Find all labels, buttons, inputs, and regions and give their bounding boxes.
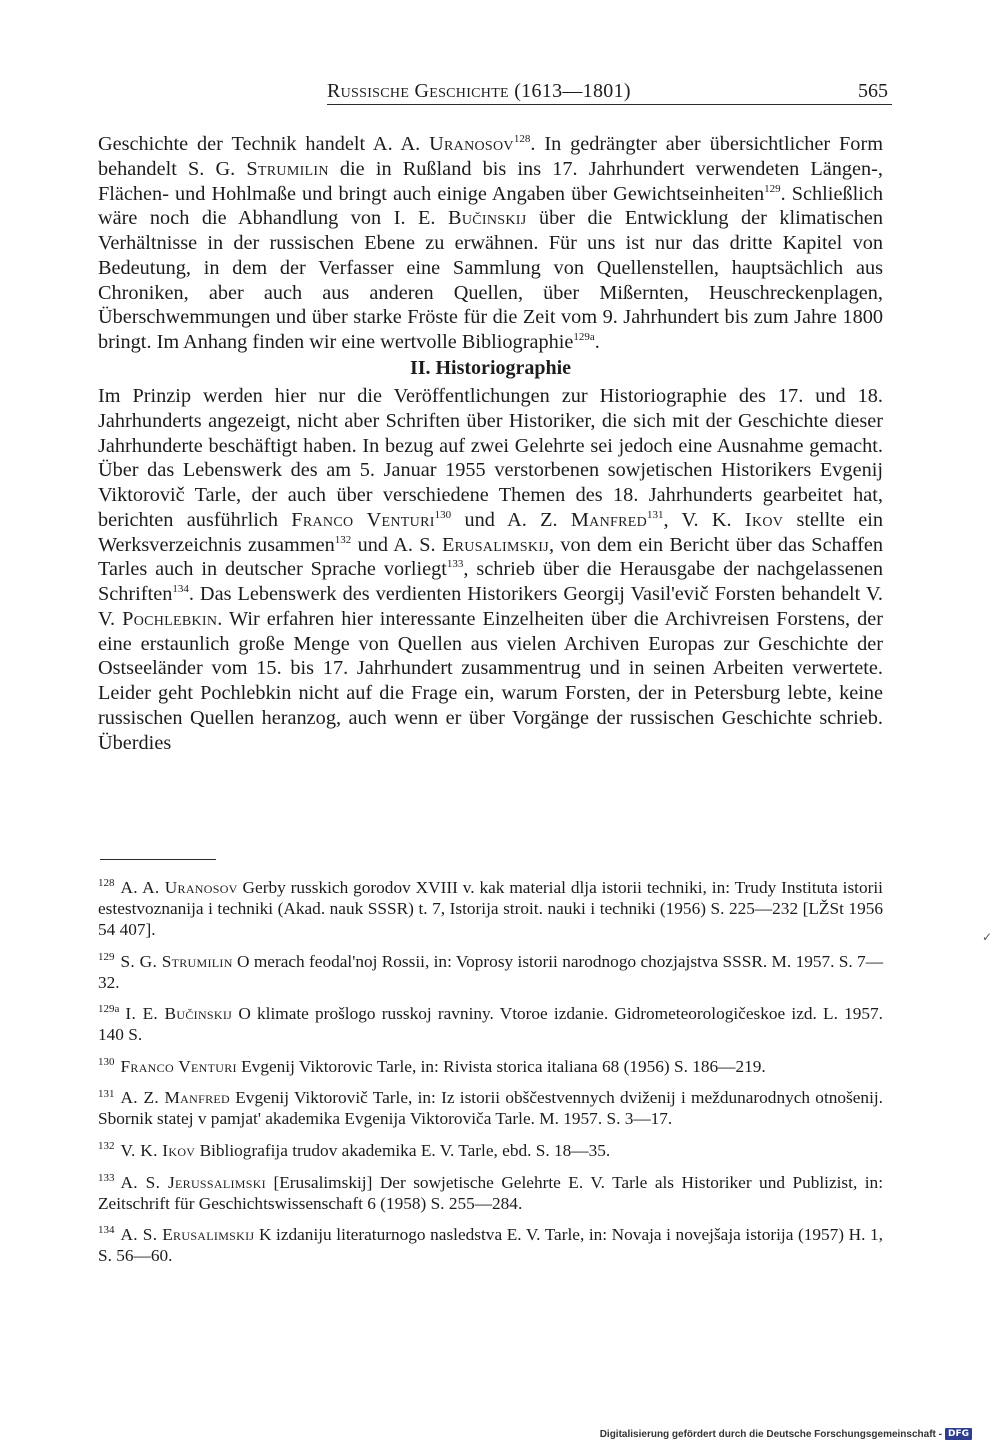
- author-name: Ikov: [744, 508, 784, 531]
- author-name: Erusalimskij: [441, 533, 549, 556]
- footnotes: [98, 877, 883, 1277]
- footnote-ref[interactable]: 132: [334, 533, 352, 546]
- footnote-ref[interactable]: 129: [764, 182, 781, 195]
- footnote-128: $^{128}$ A. A. Uranosov Gerby russkich gorodov XVIII v. kak material dlja istorii techniki, in: Trudy Instituta istorii estestvoznanija i techniki (Akad. nauk SSSR) t. 7, Istorija stroit. nauki i techniki (1956) S. 225—232 [LŽSt 1956 54 407].: [98, 877, 883, 939]
- author-name: Strumilin: [246, 157, 329, 180]
- footnote-133: $^{133}$ A. S. Jerussalimski [Erusalimskij] Der sowjetische Gelehrte E. V. Tarle als Historiker und Publizist, in: Zeitschrift für Geschichtswissenschaft 6 (1958) S. 255—284.: [98, 1171, 883, 1213]
- footnote-ref[interactable]: 130: [434, 508, 452, 521]
- paragraph-historiographie: Im Prinzip werden hier nur die Veröffentlichungen zur Historiographie des 17. und 18. Jahrhunderts angezeigt, nicht aber Schriften über Historiker, die sich mit der Geschichte dieser Jahrhunderte beschäftigt haben. In bezug auf zwei Gelehrte sei jedoch eine Ausnahme gemacht. Über das Lebenswerk des am 5. Januar 1955 verstorbenen sowjetischen Historikers Evgenij Viktorovič Tarle, der auch über verschiedene Themen des 18. Jahrhunderts gearbeitet hat, berichten ausführlich Franco Venturi$^{130}$ und A. Z. Manfred$^{131}$, V. K. Ikov stellte ein Werksverzeichnis zusammen$^{132}$ und A. S. Erusalimskij, von dem ein Bericht über das Schaffen Tarles auch in deutscher Sprache vorliegt$^{133}$, schrieb über die Herausgabe der nachgelassenen Schriften$^{134}$. Das Lebenswerk des verdienten Historikers Georgij Vasil'evič Forsten behandelt V. V. Pochlebkin. Wir erfahren hier interessante Einzelheiten über die Archivreisen Forstens, der eine erstaunlich große Menge von Quellen aus vielen Archiven Europas zur Geschichte der Ostseeländer vom 15. bis 17. Jahrhundert zusammentrug und in seinen Arbeiten verwertete. Leider geht Pochlebkin nicht auf die Frage ein, warum Forsten, der in Petersburg lebte, keine russischen Quellen heranzog, auch wenn er über Vorgänge der russischen Geschichte schrieb. Überdies: [98, 385, 884, 754]
- author-name: Franco Venturi: [291, 508, 435, 531]
- footnote-134: $^{134}$ A. S. Erusalimskij K izdaniju literaturnogo nasledstva E. V. Tarle, in: Novaja i novejšaja istorija (1957) H. 1, S. 56—60.: [98, 1224, 883, 1266]
- footnote-ref[interactable]: 129a: [573, 331, 595, 344]
- footnote-129a: $^{129a}$ I. E. Bučinskij O klimate prošlogo russkoj ravniny. Vtoroe izdanie. Gidrometeorologičeskoe izd. L. 1957. 140 S.: [98, 1003, 883, 1045]
- author-name: Bučinskij: [448, 207, 527, 230]
- credit-text: Digitalisierung gefördert durch die Deutsche Forschungsgemeinschaft -: [599, 1428, 942, 1440]
- author-name: Pochlebkin: [122, 607, 218, 630]
- dfg-logo: DFG: [945, 1428, 972, 1440]
- footnote-ref[interactable]: 133: [446, 558, 464, 571]
- margin-mark: ✓: [982, 930, 993, 944]
- footnote-ref[interactable]: 131: [646, 508, 664, 521]
- footnote-132: $^{132}$ V. K. Ikov Bibliografija trudov akademika E. V. Tarle, ebd. S. 18—35.: [98, 1140, 611, 1160]
- running-title: Russische Geschichte (1613—1801): [327, 80, 631, 102]
- footnote-129: $^{129}$ S. G. Strumilin O merach feodal'noj Rossii, in: Voprosy istorii narodnogo chozjajstva SSSR. M. 1957. S. 7—32.: [98, 950, 883, 992]
- footnote-131: $^{131}$ A. Z. Manfred Evgenij Viktorovič Tarle, in: Iz istorii obščestvennych dviženij i meždunarodnych otnošenij. Sbornik statej v pamjat' akademika Evgenija Viktoroviča Tarle. M. 1957. S. 3—17.: [98, 1087, 883, 1129]
- running-header: [327, 80, 892, 106]
- page-number: 565: [858, 80, 888, 102]
- paragraph-technik: Geschichte der Technik handelt A. A. Uranosov$^{128}$. In gedrängter aber übersichtlicher Form behandelt S. G. Strumilin die in Rußland bis ins 17. Jahrhundert verwendeten Längen-, Flächen- und Hohlmaße und bringt auch einige Angaben über Gewichtseinheiten$^{129}$. Schließlich wäre noch die Abhandlung von I. E. Bučinskij über die Entwicklung der klimatischen Verhältnisse in der russischen Ebene zu erwähnen. Für uns ist nur das dritte Kapitel von Bedeutung, in dem der Verfasser eine Sammlung von Quellenstellen, hauptsächlich aus Chroniken, aber auch aus anderen Quellen, über Mißernten, Heuschreckenplagen, Überschwemmungen und über starke Fröste für die Zeit vom 9. Jahrhundert bis zum Jahre 1800 bringt. Im Anhang finden wir eine wertvolle Bibliographie$^{129a}$.: [98, 133, 884, 353]
- footnote-ref[interactable]: 128: [513, 133, 531, 146]
- digitization-credit: [600, 1428, 972, 1440]
- footnote-130: $^{130}$ Franco Venturi Evgenij Viktorovic Tarle, in: Rivista storica italiana 68 (1956) S. 186—219.: [98, 1056, 766, 1076]
- footnote-ref[interactable]: 134: [172, 583, 189, 596]
- author-name: Manfred: [570, 508, 647, 531]
- footnote-rule: [100, 859, 216, 860]
- author-name: Uranosov: [429, 133, 514, 155]
- section-heading: II. Historiographie: [409, 357, 572, 379]
- header-rule: [327, 104, 892, 105]
